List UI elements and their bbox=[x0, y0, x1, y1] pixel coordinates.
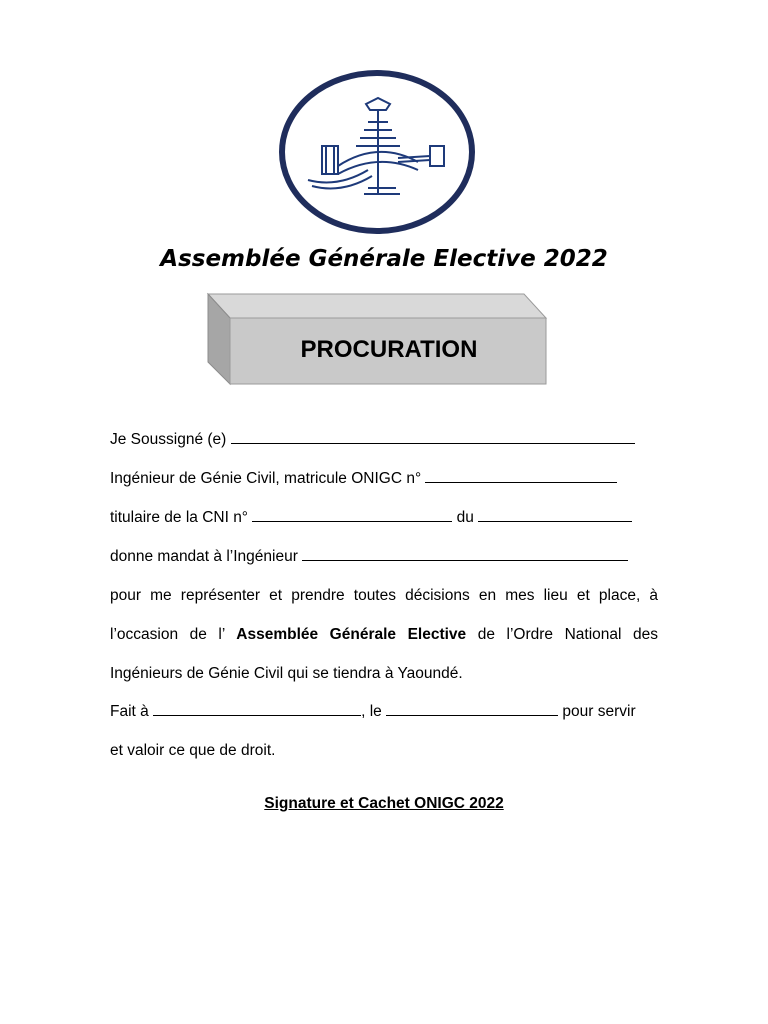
signature-label: Signature et Cachet ONIGC 2022 bbox=[264, 795, 504, 812]
mandatary-field[interactable] bbox=[302, 548, 628, 561]
line4-label: donne mandat à l’Ingénieur bbox=[110, 548, 298, 565]
form-line-1 bbox=[110, 420, 658, 459]
line3-label: titulaire de la CNI n° bbox=[110, 509, 249, 526]
line2-label: Ingénieur de Génie Civil, matricule ONIGC n° bbox=[110, 470, 422, 487]
line6-pre: l’occasion de l’ bbox=[110, 626, 225, 643]
document-title: Assemblée Générale Elective 2022 bbox=[160, 246, 608, 272]
line1-label: Je Soussigné (e) bbox=[110, 431, 227, 448]
form-line-6 bbox=[110, 615, 658, 654]
date-field[interactable] bbox=[386, 703, 558, 716]
line3-du: du bbox=[456, 509, 474, 526]
line6-bold: Assemblée Générale Elective bbox=[236, 626, 467, 643]
form-line-3 bbox=[110, 498, 658, 537]
onigc-emblem-icon bbox=[278, 70, 476, 234]
form-line-9: et valoir ce que de droit. bbox=[110, 742, 276, 759]
line6-post: de l’Ordre National des bbox=[477, 626, 659, 643]
matricule-field[interactable] bbox=[425, 470, 617, 483]
line8-post: pour servir bbox=[562, 703, 636, 720]
cni-date-field[interactable] bbox=[478, 509, 632, 522]
form-line-2 bbox=[110, 459, 658, 498]
form-line-8 bbox=[110, 692, 658, 731]
cni-field[interactable] bbox=[252, 509, 452, 522]
form-line-7: Ingénieurs de Génie Civil qui se tiendra à Yaoundé. bbox=[110, 665, 463, 682]
name-field[interactable] bbox=[231, 431, 635, 444]
procuration-form bbox=[110, 420, 658, 770]
form-line-5: pour me représenter et prendre toutes décisions en mes lieu et place, à bbox=[110, 587, 658, 604]
line8-mid: , le bbox=[361, 703, 382, 720]
line8-pre: Fait à bbox=[110, 703, 149, 720]
place-field[interactable] bbox=[153, 703, 361, 716]
form-line-4 bbox=[110, 537, 658, 576]
banner-label: PROCURATION bbox=[300, 336, 478, 363]
